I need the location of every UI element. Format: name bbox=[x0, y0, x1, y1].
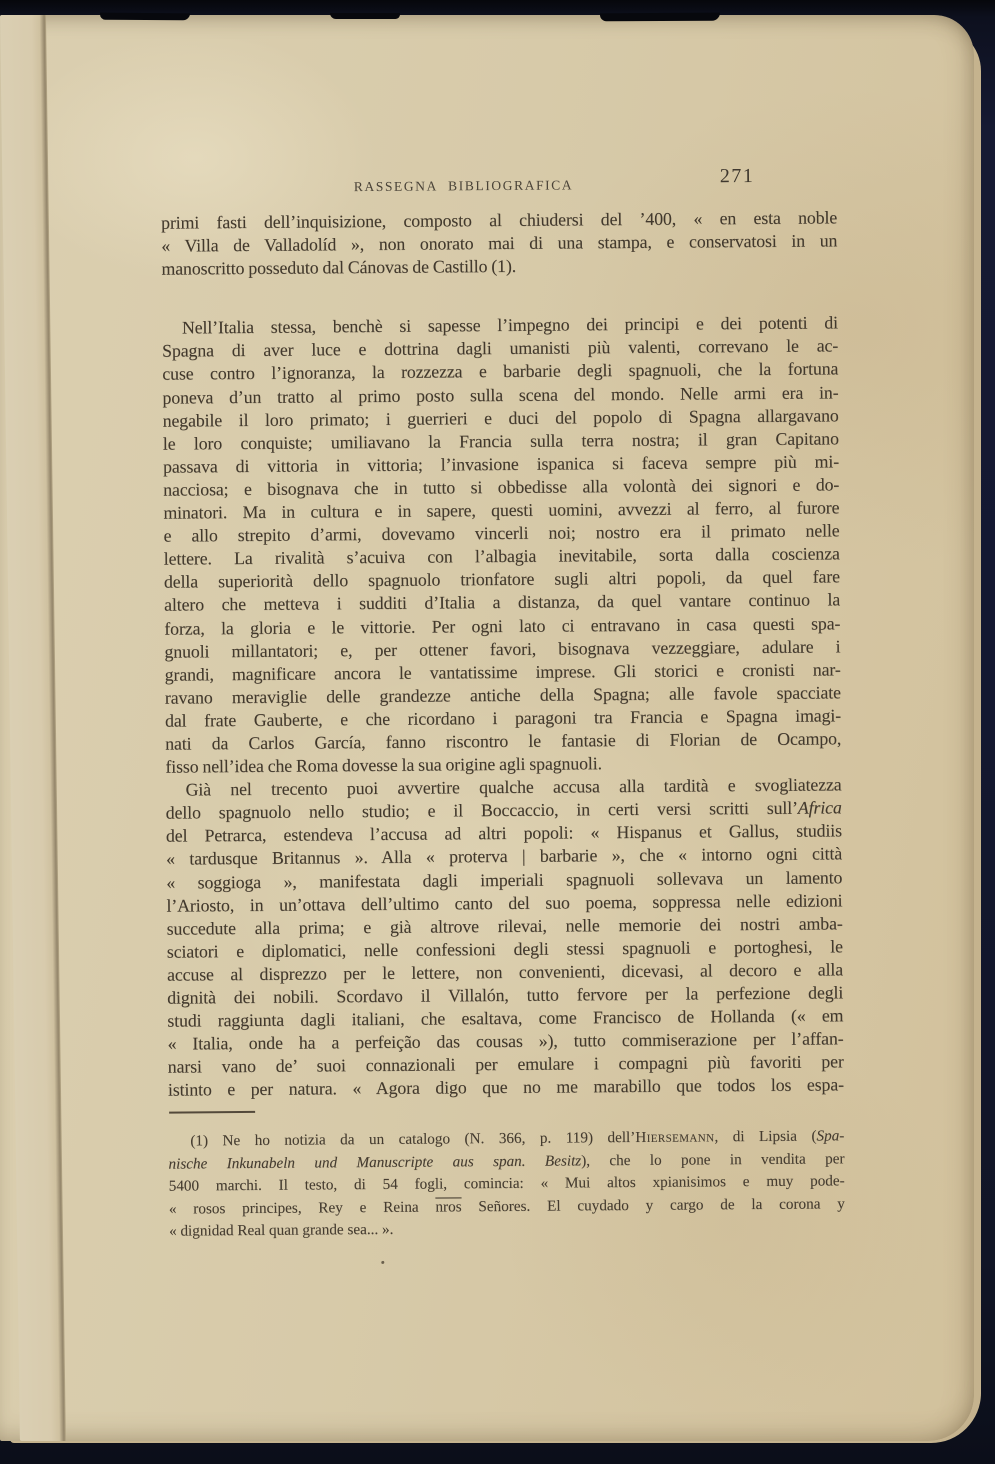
text-line: Già nel trecento puoi avvertire qualche accusa alla tardità e svogliatezza bbox=[185, 774, 842, 800]
text-line: (1) Ne ho notizia da un catalogo (N. 366, p. 119) dell’Hiersemann, di Lipsia (Spa- bbox=[190, 1127, 845, 1150]
text-line: forza, la gloria e le vittorie. Per ogni lato ci entravano in casa questi spa- bbox=[164, 612, 841, 639]
paragraph bbox=[161, 206, 838, 281]
text-line: altero che metteva i sudditi d’Italia a distanza, da quel vantare continuo la bbox=[164, 589, 841, 616]
text-line: 5400 marchi. Il testo, di 54 fogli, comincia: « Mui altos xpianisimos e muy pode- bbox=[168, 1172, 845, 1195]
text-line: « rosos principes, Rey e Reina nros Señores. El cuydado y cargo de la corona y bbox=[168, 1195, 845, 1218]
text-line: accuse al disprezzo per le lettere, non convenienti, dicevasi, al decoro e alla bbox=[166, 959, 844, 985]
text-line: del Petrarca, estendeva l’accusa ad altri popoli: « Hispanus et Gallus, studiis bbox=[165, 820, 842, 846]
text-line: minatori. Ma in cultura e in sapere, questi uomini, avvezzi al ferro, al furore bbox=[163, 497, 840, 523]
page-content bbox=[0, 11, 980, 1445]
text-line: e allo strepito d’armi, dovevamo vincerli noi; nostro era il primato nelle bbox=[163, 520, 840, 546]
page-number: 271 bbox=[719, 164, 755, 188]
text-line: studi raggiunta dagli italiani, che esaltava, come Francisco de Hollanda (« em bbox=[167, 1005, 844, 1031]
text-line: dignità dei nobili. Scordavo il Villalón, tutto fervore per la perfezione degli bbox=[167, 982, 844, 1008]
text-line: lettere. La rivalità s’acuiva con l’albagia inevitabile, sorta dalla coscienza bbox=[163, 543, 840, 569]
text-line: l’Ariosto, in un’ottava dell’ultimo canto del suo poema, soppressa nelle edizioni bbox=[166, 889, 843, 916]
paragraph bbox=[165, 773, 844, 1102]
text-line: istinto e per natura. « Agora digo que no me marabillo que todos los espa- bbox=[167, 1074, 844, 1100]
text-line: Nell’Italia stessa, benchè si sapesse l’impegno dei principi e dei potenti di bbox=[181, 312, 839, 338]
text-line: poneva d’un tratto al primo posto sulla scena del mondo. Nelle armi era in- bbox=[162, 381, 839, 408]
text-line: grandi, magnificare ancora le vantatissime imprese. Gli storici e cronisti nar- bbox=[164, 659, 841, 685]
text-line: nati da Carlos García, fanno riscontro le fantasie di Florian de Ocampo, bbox=[165, 728, 842, 754]
body-text bbox=[161, 206, 844, 1102]
text-line: cuse contro l’ignoranza, la rozzezza e barbarie degli spagnuoli, che la fortuna bbox=[162, 358, 839, 385]
text-line: succedute alla prima; e già altrove rilevai, nelle memorie dei nostri amba- bbox=[166, 913, 843, 939]
text-line: nische Inkunabeln und Manuscripte aus span. Besitz), che lo pone in vendita per bbox=[168, 1149, 845, 1173]
text-line: Spagna di aver luce e dottrina dagli umanisti più valenti, correvano le ac- bbox=[162, 335, 839, 362]
footnote bbox=[168, 1125, 845, 1243]
text-line: gnuoli millantatori; e, per ottener favori, bisognava vezzeggiare, adulare i bbox=[164, 635, 841, 662]
text-line: « tardusque Britannus ». Alla « proterva | barbarie », che « intorno ogni città bbox=[166, 843, 843, 870]
text-line: ravano meraviglie delle grandezze antiche della Spagna; alle favole spacciate bbox=[164, 682, 841, 708]
running-head-title: RASSEGNA BIBLIOGRAFICA bbox=[353, 177, 574, 195]
deckle-notch bbox=[330, 13, 400, 19]
text-line: sciatori e diplomatici, nelle confessioni degli stessi spagnuoli e portoghesi, le bbox=[166, 936, 843, 962]
text-line: manoscritto posseduto dal Cánovas de Castillo (1). bbox=[161, 256, 517, 279]
text-line: « soggioga », manifestata dagli imperiali spagnuoli sollevava un lamento bbox=[166, 866, 843, 893]
text-line: dal frate Gauberte, e che ricordano i paragoni tra Francia e Spagna imagi- bbox=[164, 705, 842, 731]
text-line: « dignidad Real quan grande sea... ». bbox=[168, 1221, 394, 1240]
text-line: nacciosa; e bisognava che in tutto si obbedisse alla volontà dei signori e do- bbox=[163, 474, 840, 500]
paragraph bbox=[168, 1125, 845, 1243]
text-line: fisso nell’idea che Roma dovesse la sua origine agli spagnuoli. bbox=[165, 753, 602, 777]
text-line: narsi vano de’ suoi connazionali per emulare i compagni più favoriti per bbox=[167, 1051, 844, 1077]
paper-speck bbox=[381, 1261, 384, 1264]
text-line: della superiorità dello spagnuolo trionfatore sugli altri popoli, da quel fare bbox=[163, 566, 841, 592]
text-line: passava di vittoria in vittoria; l’invasione ispanica si faceva sempre più mi- bbox=[162, 451, 840, 477]
text-line: dello spagnuolo nello studio; e il Boccaccio, in certi versi scritti sull’Africa bbox=[165, 797, 842, 823]
deckle-notch bbox=[600, 13, 720, 22]
book-page bbox=[0, 15, 974, 1441]
text-line: « Italia, onde ha a perfeição das cousas »), tutto commiserazione per l’affan- bbox=[167, 1028, 844, 1054]
deckle-notch bbox=[100, 13, 190, 21]
text-line: le loro conquiste; umiliavano la Francia sulla terra nostra; il gran Capitano bbox=[162, 428, 839, 454]
footnote-separator bbox=[169, 1111, 255, 1114]
text-line: « Villa de Valladolíd », non onorato mai di una stampa, e conservatosi in un bbox=[161, 230, 838, 256]
text-line: negabile il loro primato; i guerrieri e duci del popolo di Spagna allargavano bbox=[162, 404, 839, 431]
paragraph bbox=[162, 312, 842, 779]
text-line: primi fasti dell’inquisizione, composto al chiudersi del ’400, « en esta noble bbox=[161, 207, 838, 233]
